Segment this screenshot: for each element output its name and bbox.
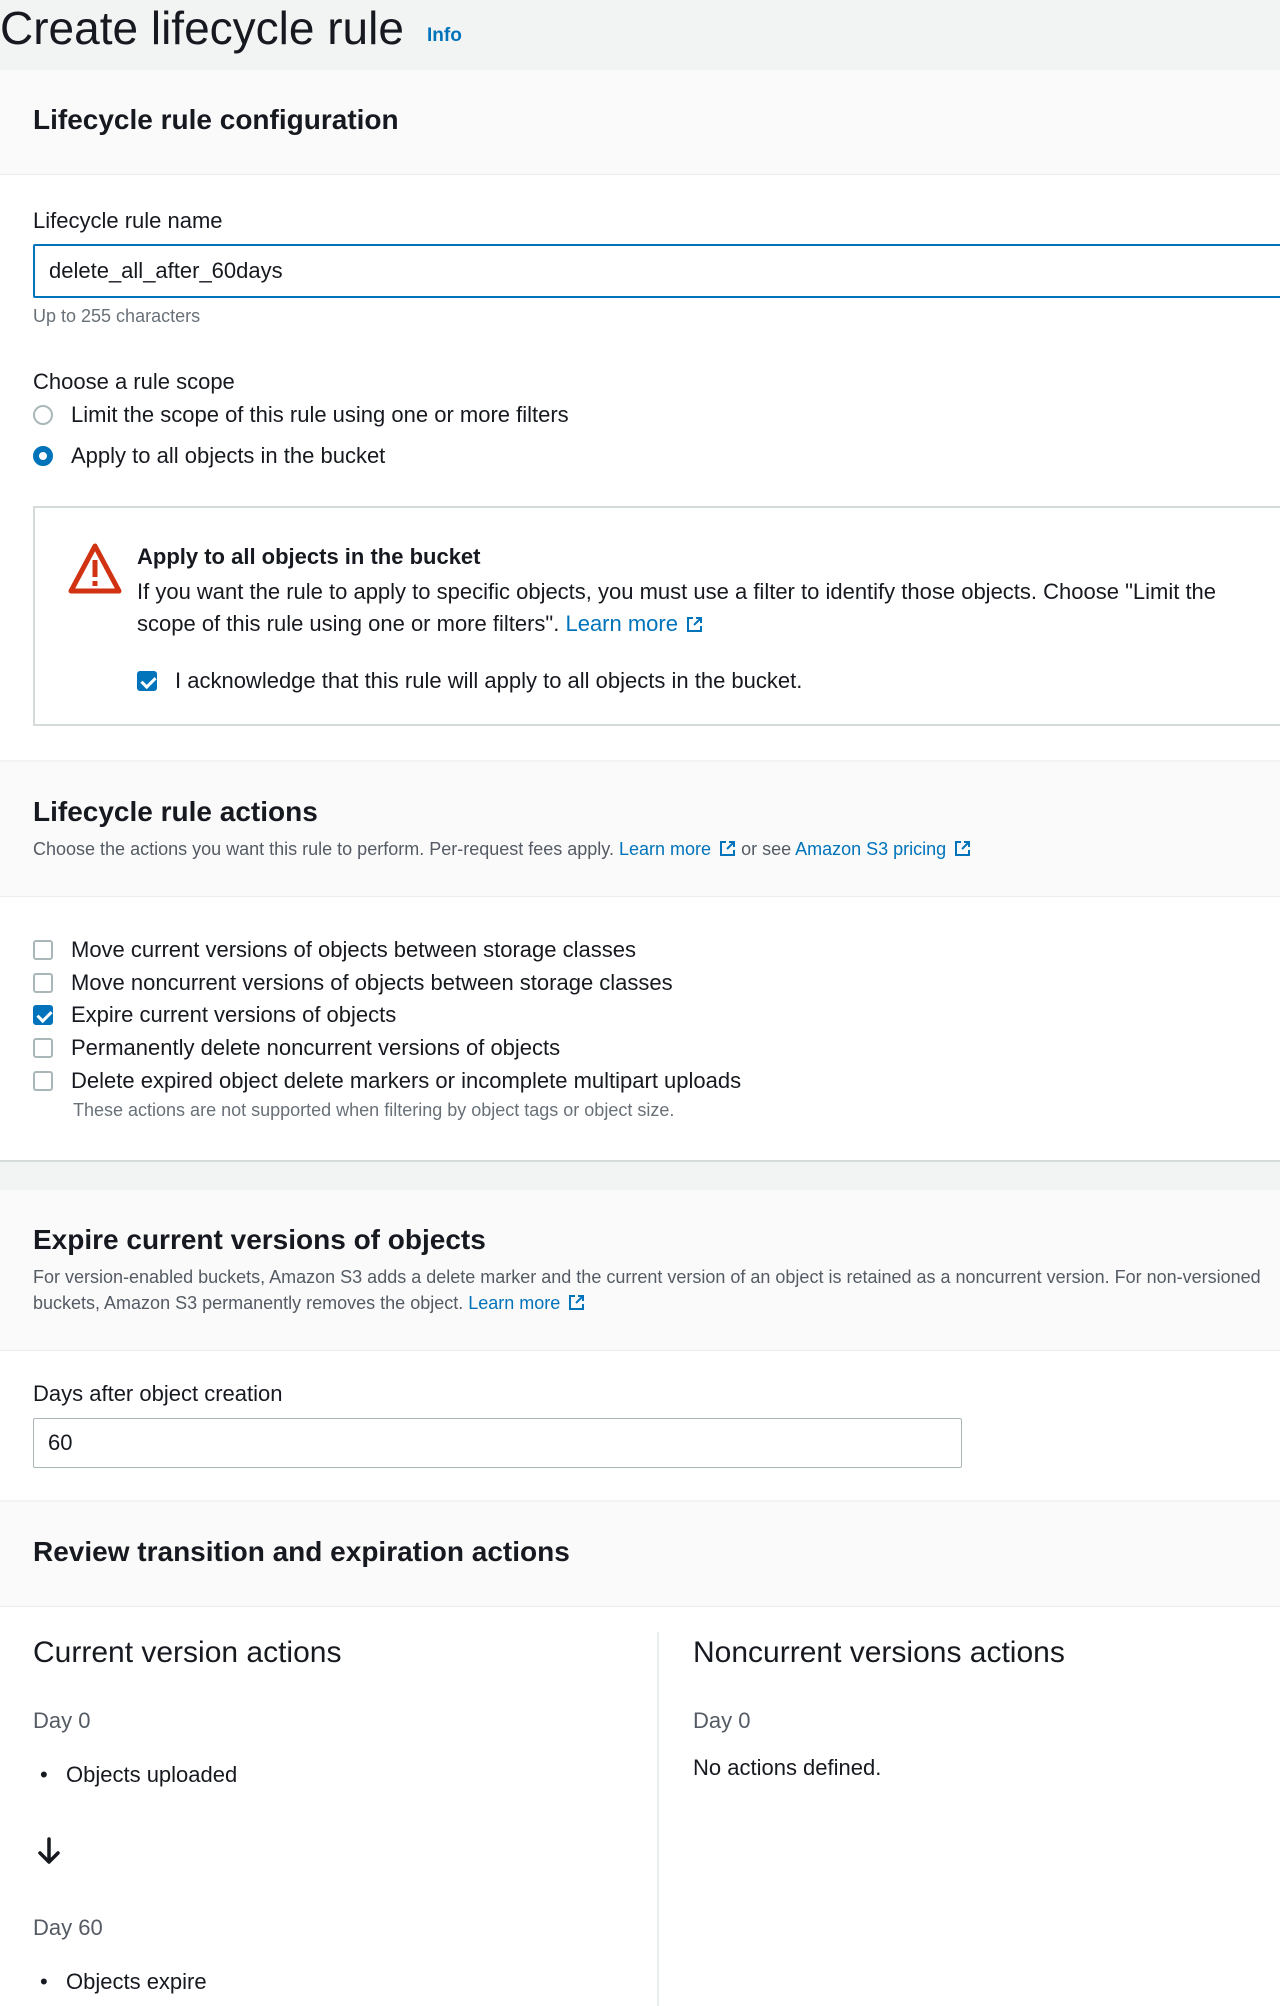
move-noncurrent-label: Move noncurrent versions of objects between storage classes <box>71 970 673 995</box>
current-day60-item: • Objects expire <box>66 1969 207 1995</box>
apply-all-warning-alert <box>33 506 1280 726</box>
actions-learn-more-link[interactable]: Learn more <box>618 839 712 859</box>
page-title: Create lifecycle rule <box>0 2 404 54</box>
arrow-down-icon <box>38 1837 60 1865</box>
config-panel-title: Lifecycle rule configuration <box>33 104 399 135</box>
rule-name-label: Lifecycle rule name <box>33 208 223 233</box>
expire-desc-text: For version-enabled buckets, Amazon S3 adds a delete marker and the current version of an object is retained as a noncurrent version. For non-versioned buckets, Amazon S3 permanently removes the object. <box>33 1267 1261 1313</box>
current-day0: Day 0 <box>33 1708 91 1733</box>
config-panel-header <box>0 70 1280 175</box>
expire-panel-desc <box>33 1264 1273 1316</box>
or-see-text: or see <box>741 839 792 859</box>
page-header <box>0 0 1280 70</box>
s3-pricing-link[interactable]: Amazon S3 pricing <box>795 839 947 859</box>
actions-note: These actions are not supported when filtering by object tags or object size. <box>73 1100 675 1120</box>
scope-all-label: Apply to all objects in the bucket <box>71 443 386 468</box>
warning-icon <box>68 542 122 596</box>
alert-body <box>137 576 1267 640</box>
alert-body-text: If you want the rule to apply to specific objects, you must use a filter to identify those objects. Choose "Limit the scope of this rule using one or more filters". <box>137 579 1217 636</box>
action-option-delete-markers[interactable] <box>33 1068 741 1094</box>
review-panel-header <box>0 1502 1280 1607</box>
current-day60: Day 60 <box>33 1915 103 1940</box>
expire-learn-more-link[interactable]: Learn more <box>468 1293 561 1313</box>
action-option-expire-current[interactable] <box>33 1002 396 1028</box>
alert-learn-more-link[interactable]: Learn more <box>565 611 678 636</box>
expire-current-checkbox[interactable] <box>33 1005 53 1025</box>
expire-current-label: Expire current versions of objects <box>71 1002 397 1027</box>
acknowledge-checkbox-row[interactable] <box>137 668 802 694</box>
days-label: Days after object creation <box>33 1381 283 1406</box>
move-current-checkbox[interactable] <box>33 940 53 960</box>
days-after-creation-input[interactable] <box>33 1418 962 1468</box>
review-panel-title: Review transition and expiration actions <box>33 1536 570 1567</box>
acknowledge-checkbox[interactable] <box>137 671 157 691</box>
delete-markers-checkbox[interactable] <box>33 1071 53 1091</box>
alert-title: Apply to all objects in the bucket <box>137 544 481 569</box>
move-noncurrent-checkbox[interactable] <box>33 973 53 993</box>
review-column-divider <box>657 1632 659 2006</box>
scope-limit-radio[interactable] <box>33 405 53 425</box>
noncurrent-version-actions-title: Noncurrent versions actions <box>693 1636 1065 1669</box>
external-link-icon <box>686 616 703 633</box>
scope-all-radio[interactable] <box>33 446 53 466</box>
actions-desc-text: Choose the actions you want this rule to perform. Per-request fees apply. <box>33 839 614 859</box>
external-link-icon <box>954 840 971 857</box>
expire-panel-header <box>0 1190 1280 1351</box>
expire-panel-title: Expire current versions of objects <box>33 1224 486 1255</box>
external-link-icon <box>719 840 736 857</box>
actions-panel-header <box>0 762 1280 897</box>
scope-option-all[interactable] <box>33 443 385 469</box>
noncurrent-day0: Day 0 <box>693 1708 751 1733</box>
delete-noncurrent-checkbox[interactable] <box>33 1038 53 1058</box>
move-current-label: Move current versions of objects between storage classes <box>71 937 636 962</box>
scope-limit-label: Limit the scope of this rule using one or more filters <box>71 402 569 427</box>
current-day0-item: • Objects uploaded <box>66 1762 237 1788</box>
acknowledge-label: I acknowledge that this rule will apply to all objects in the bucket. <box>175 668 803 693</box>
rule-name-input[interactable] <box>33 244 1280 298</box>
actions-panel-title: Lifecycle rule actions <box>33 796 318 827</box>
action-option-delete-noncurrent[interactable] <box>33 1035 560 1061</box>
external-link-icon <box>568 1294 585 1311</box>
rule-name-hint: Up to 255 characters <box>33 306 201 326</box>
actions-panel-desc <box>33 836 971 862</box>
review-panel <box>0 1502 1280 2006</box>
delete-markers-label: Delete expired object delete markers or incomplete multipart uploads <box>71 1068 742 1093</box>
info-link[interactable]: Info <box>427 25 462 46</box>
delete-noncurrent-label: Permanently delete noncurrent versions of objects <box>71 1035 561 1060</box>
rule-scope-label: Choose a rule scope <box>33 369 235 394</box>
action-option-move-noncurrent[interactable] <box>33 970 673 996</box>
scope-option-limit[interactable] <box>33 402 569 428</box>
noncurrent-empty: No actions defined. <box>693 1755 882 1780</box>
action-option-move-current[interactable] <box>33 937 636 963</box>
current-version-actions-title: Current version actions <box>33 1636 342 1669</box>
